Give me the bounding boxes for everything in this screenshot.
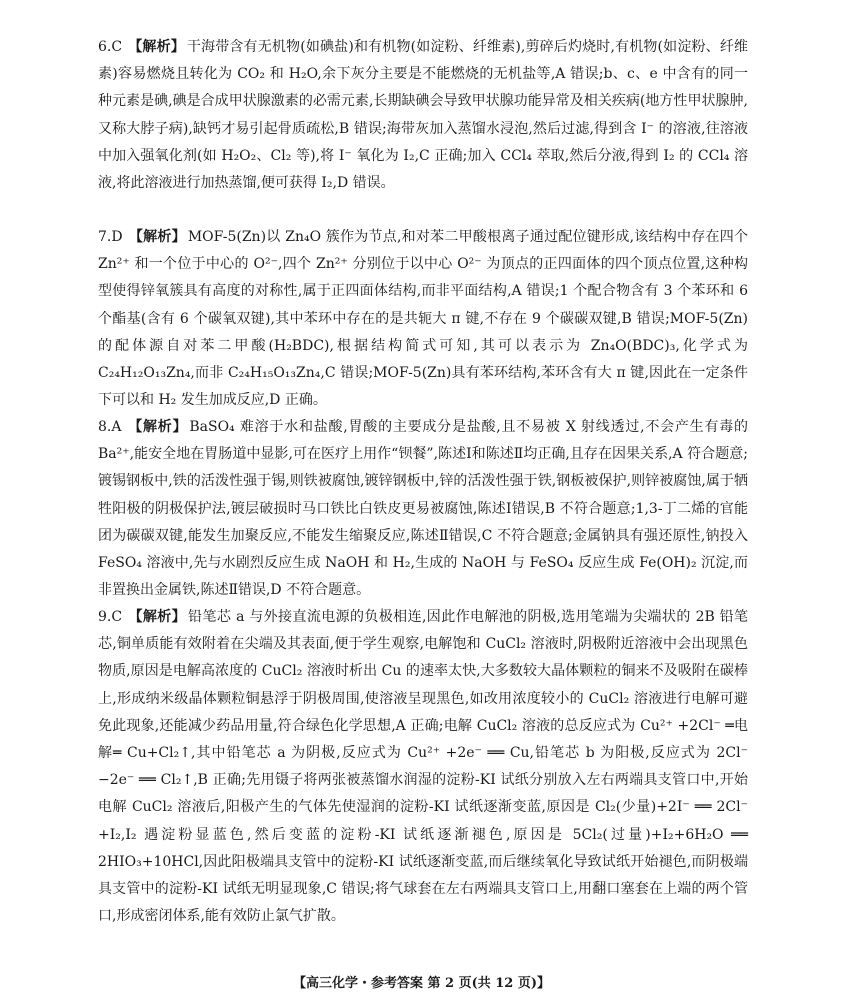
answer-number: 6.C — [98, 39, 123, 55]
analysis-tag: 【解析】 — [128, 39, 185, 55]
analysis-tag: 【解析】 — [127, 419, 188, 435]
answer-number: 8.A — [98, 419, 122, 435]
answer-item-8 — [98, 414, 748, 604]
answer-text: MOF-5(Zn)以 Zn₄O 簇作为节点,和对苯二甲酸根离子通过配位键形成,该结构中存在四个 Zn²⁺ 和一个位于中心的 O²⁻,四个 Zn²⁺ 分别位于以中心 O²⁻ 为顶点的正四面体的四个顶点位置,这种构型使得锌氧簇具有高度的对称性,属于正四面体结构,而非平面结构,A 错误;1 个配合物含有 3 个苯环和 6 个酯基(含有 6 个碳氧双键),其中苯环中存在的是共轭大 π 键,不存在 9 个碳碳双键,B 错误;MOF-5(Zn)的配体源自对苯二甲酸(H₂BDC),根据结构简式可知,其可以表示为 Zn₄O(BDC)₃,化学式为 C₂₄H₁₂O₁₃Zn₄,而非 C₂₄H₁₅O₁₃Zn₄,C 错误;MOF-5(Zn)具有苯环结构,苯环含有大 π 键,因此在一定条件下可以和 H₂ 发生加成反应,D 正确。 — [98, 229, 749, 409]
answer-text: 铅笔芯 a 与外接直流电源的负极相连,因此作电解池的阴极,选用笔端为尖端状的 2B 铅笔芯,铜单质能有效附着在尖端及其表面,便于学生观察,电解饱和 CuCl₂ 溶液时,阴极附近溶液中会出现黑色物质,原因是电解高浓度的 CuCl₂ 溶液时析出 Cu 的速率太快,大多数较大晶体颗粒的铜来不及吸附在碳棒上,形成纳米级晶体颗粒铜悬浮于阴极周围,使溶液呈现黑色,如改用浓度较小的 CuCl₂ 溶液进行电解可避免此现象,还能减少药品用量,符合绿色化学思想,A 正确;电解 CuCl₂ 溶液的总反应式为 Cu²⁺ +2Cl⁻ ═电解═ Cu+Cl₂↑,其中铅笔芯 a 为阴极,反应式为 Cu²⁺ +2e⁻ ══ Cu,铅笔芯 b 为阳极,反应式为 2Cl⁻ −2e⁻ ══ Cl₂↑,B 正确;先用镊子将两张被蒸馏水润湿的淀粉-KI 试纸分别放入左右两端具支管口中,开始电解 CuCl₂ 溶液后,阳极产生的气体先使湿润的淀粉-KI 试纸逐渐变蓝,原因是 Cl₂(少量)+2I⁻ ══ 2Cl⁻ +I₂,I₂ 遇淀粉显蓝色,然后变蓝的淀粉-KI 试纸逐渐褪色,原因是 5Cl₂(过量)+I₂+6H₂O ══ 2HIO₃+10HCl,因此阳极端具支管中的淀粉-KI 试纸逐渐变蓝,而后继续氧化导致试纸开始褪色,而阴极端具支管中的淀粉-KI 试纸无明显现象,C 错误;将气球套在左右两端具支管口上,用翻口塞套在上端的两个管口,形成密闭体系,能有效防止氯气扩散。 — [98, 609, 748, 925]
answer-number: 7.D — [98, 229, 123, 245]
answer-text: 干海带含有无机物(如碘盐)和有机物(如淀粉、纤维素),剪碎后灼烧时,有机物(如淀粉、纤维素)容易燃烧且转化为 CO₂ 和 H₂O,余下灰分主要是不能燃烧的无机盐等,A 错误;b、c、e 中含有的同一种元素是碘,碘是合成甲状腺激素的必需元素,长期缺碘会导致甲状腺功能异常及相关疾病(地方性甲状腺肿,又称大脖子病),缺钙才易引起骨质疏松,B 错误;海带灰加入蒸馏水浸泡,然后过滤,得到含 I⁻ 的溶液,往溶液中加入强氧化剂(如 H₂O₂、Cl₂ 等),将 I⁻ 氧化为 I₂,C 正确;加入 CCl₄ 萃取,然后分液,得到 I₂ 的 CCl₄ 溶液,将此溶液进行加热蒸馏,便可获得 I₂,D 错误。 — [98, 39, 748, 192]
answer-number: 9.C — [98, 609, 123, 625]
page-footer: 【高三化学・参考答案 第 2 页(共 12 页)】 — [292, 976, 551, 991]
answer-item-6 — [98, 34, 748, 197]
answer-text: BaSO₄ 难溶于水和盐酸,胃酸的主要成分是盐酸,且不易被 X 射线透过,不会产生有毒的 Ba²⁺,能安全地在胃肠道中显影,可在医疗上用作“钡餐”,陈述Ⅰ和陈述Ⅱ均正确,且存在因果关系,A 符合题意;镀锡钢板中,铁的活泼性强于锡,则铁被腐蚀,镀锌钢板中,锌的活泼性强于铁,钢板被保护,则锌被腐蚀,属于牺牲阳极的阴极保护法,镀层破损时马口铁比白铁皮更易被腐蚀,陈述Ⅰ错误,B 不符合题意;1,3-丁二烯的官能团为碳碳双键,能发生加聚反应,不能发生缩聚反应,陈述Ⅱ错误,C 不符合题意;金属钠具有强还原性,钠投入 FeSO₄ 溶液中,先与水剧烈反应生成 NaOH 和 H₂,生成的 NaOH 与 FeSO₄ 反应生成 Fe(OH)₂ 沉淀,而非置换出金属铁,陈述Ⅱ错误,D 不符合题意。 — [98, 419, 748, 599]
analysis-tag: 【解析】 — [128, 609, 187, 625]
answer-item-7 — [98, 224, 748, 414]
answer-item-9 — [98, 604, 748, 930]
analysis-tag: 【解析】 — [128, 229, 186, 245]
